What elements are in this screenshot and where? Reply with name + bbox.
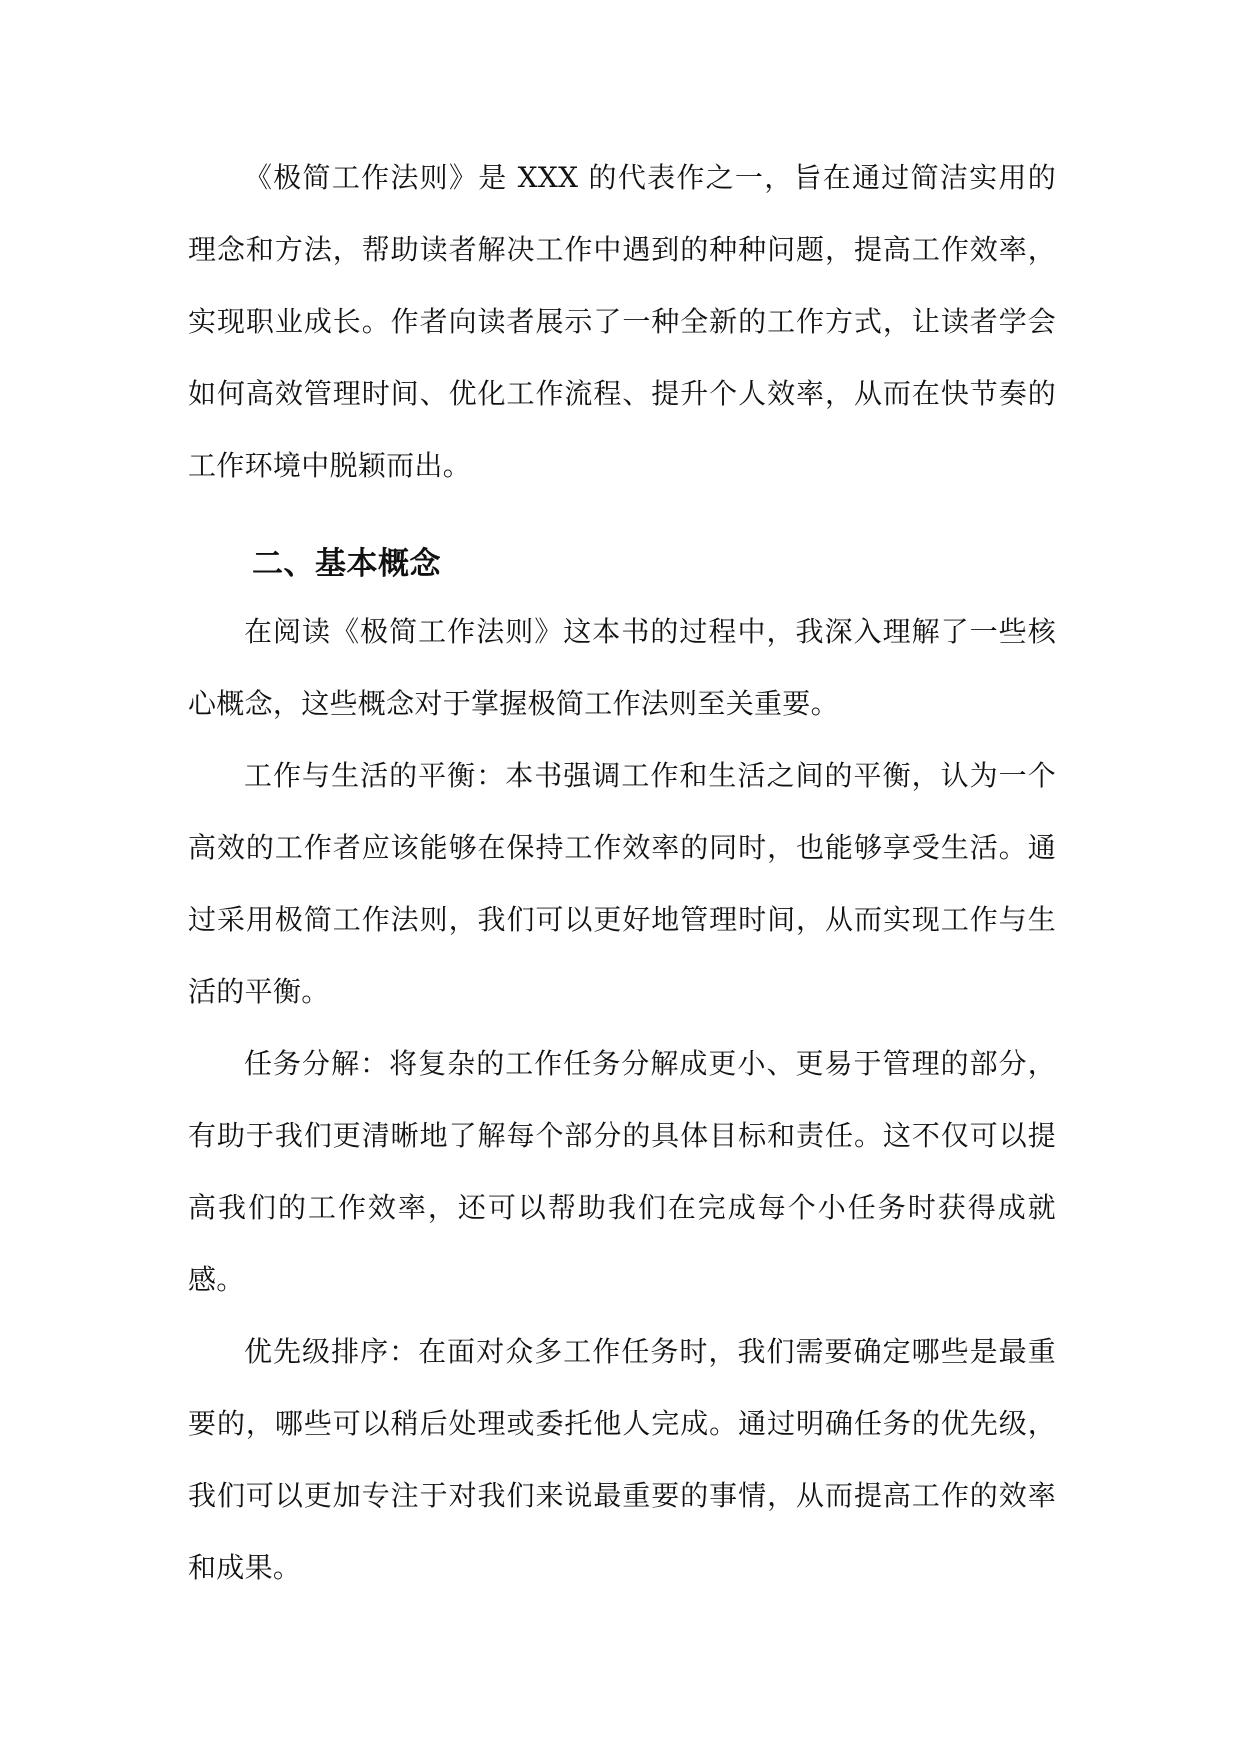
intro-paragraph: 《极简工作法则》是 XXX 的代表作之一，旨在通过简洁实用的理念和方法，帮助读者解决工作中遇到的种种问题，提高工作效率，实现职业成长。作者向读者展示了一种全新的工作方式，让读者学会如何高效管理时间、优化工作流程、提升个人效率，从而在快节奏的工作环境中脱颖而出。 — [188, 161, 1056, 482]
paragraph-core-concepts: 在阅读《极简工作法则》这本书的过程中，我深入理解了一些核心概念，这些概念对于掌握极简工作法则至关重要。 — [188, 615, 1056, 720]
paragraph-priority-sorting: 优先级排序：在面对众多工作任务时，我们需要确定哪些是最重要的，哪些可以稍后处理或委托他人完成。通过明确任务的优先级，我们可以更加专注于对我们来说最重要的事情，从而提高工作的效率和成果。 — [188, 1335, 1056, 1584]
document-body — [188, 142, 1056, 1604]
paragraph-work-life-balance: 工作与生活的平衡：本书强调工作和生活之间的平衡，认为一个高效的工作者应该能够在保持工作效率的同时，也能够享受生活。通过采用极简工作法则，我们可以更好地管理时间，从而实现工作与生活的平衡。 — [188, 759, 1056, 1008]
section-heading-basic-concepts: 二、基本概念 — [252, 546, 441, 582]
paragraph-task-decomposition: 任务分解：将复杂的工作任务分解成更小、更易于管理的部分，有助于我们更清晰地了解每个部分的具体目标和责任。这不仅可以提高我们的工作效率，还可以帮助我们在完成每个小任务时获得成就感。 — [188, 1047, 1056, 1296]
